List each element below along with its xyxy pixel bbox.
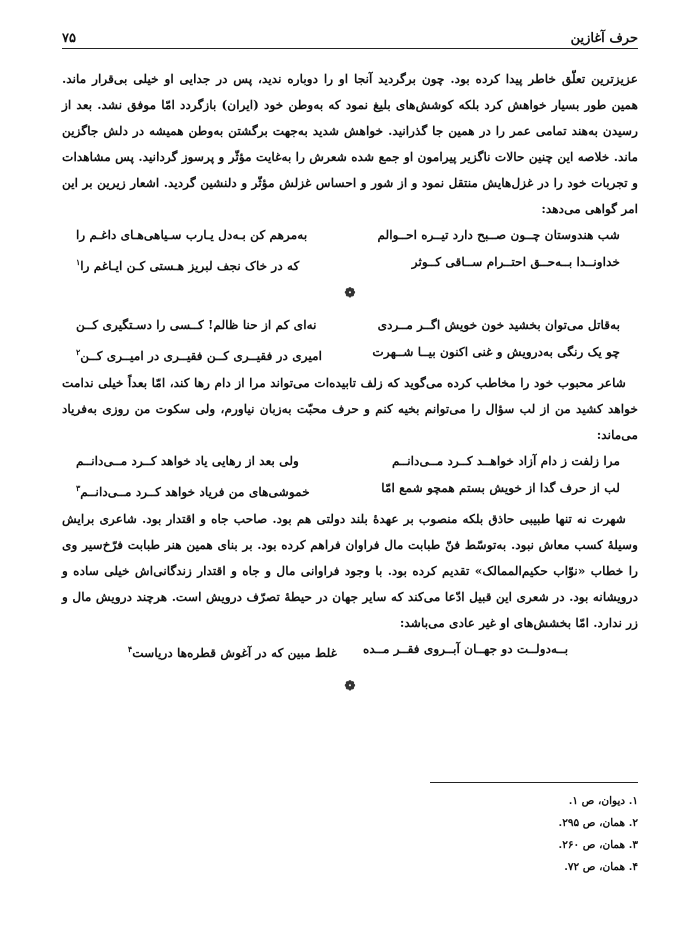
verse-block-1	[62, 222, 638, 280]
footnote-marker: ۱	[76, 257, 81, 267]
hemistich-right: لب از حرف گدا از خویش بستم همچو شمع امّا	[381, 481, 620, 496]
verse-line	[62, 339, 638, 370]
hemistich-right: شب هندوستان چــون صــبح دارد تیــره احــوالم	[377, 228, 620, 242]
hemistich-right: چو یک رنگی به‌درویش و غنی اکنون بیــا شــهرت	[372, 345, 620, 360]
page-number: ۷۵	[62, 31, 76, 46]
footnote-item: ۴. همان، ص ۷۲.	[564, 861, 638, 873]
hemistich-right: خداونــدا بــه‌حــق احتــرام ســاقی کــوثر	[411, 255, 620, 269]
running-header	[62, 22, 638, 46]
verse-line	[62, 475, 638, 506]
verse-line	[62, 448, 638, 475]
page-body	[62, 66, 638, 705]
hemistich-right: مرا زلفت ز دام آزاد خواهــد کــرد مــی‌دانــم	[392, 454, 620, 469]
hemistich-left: به‌مرهم کن بـه‌دل یـارب سـیاهی‌هـای داغـم را	[76, 228, 308, 242]
verse-block-2	[62, 312, 638, 370]
separator-ornament: ❁	[344, 679, 356, 695]
hemistich-left: غلط مبین که در آغوش قطره‌ها دریاست$^۴$	[127, 644, 338, 661]
paragraph-2: شاعر محبوب خود را مخاطب کرده می‌گوید که زلف تابیده‌ات می‌تواند مرا از دام رها کند، امّا بعداً خیلی ندامت خواهد کشید من از لب سؤال را می‌توانم بخیه کنم و حرف محبّت به‌زبان نیاورم، ولی سکوت من روزی به‌فریاد می‌ماند:	[62, 376, 638, 443]
hemistich-left: ولی بعد از رهایی یاد خواهد کــرد مــی‌دانــم	[76, 454, 299, 469]
footnote-item: ۳. همان، ص ۲۶۰.	[558, 839, 638, 851]
header-rule	[62, 48, 638, 49]
hemistich-right: بــه‌دولــت دو جهــان آبــروی فقــر مــده	[363, 642, 569, 657]
hemistich-right: به‌قاتل می‌توان بخشید خون خویش اگــر مــردی	[377, 318, 620, 333]
hemistich-left: امیری در فقیــری کــن فقیــری در امیــری کــن$^۲$	[76, 347, 323, 364]
footnote-item: ۲. همان، ص ۲۹۵.	[558, 817, 638, 829]
hemistich-left: که در خاک نجف لبریز هـستی کـن ایـاغم را$^۱$	[76, 257, 300, 274]
verse-line	[62, 222, 638, 249]
hemistich-left: خموشی‌های من فریاد خواهد کــرد مــی‌دانــم$^۳$	[76, 483, 310, 500]
verse-block-3	[62, 448, 638, 506]
footnote-item: ۱. دیوان، ص ۱.	[568, 795, 638, 807]
paragraph-1: عزیزترین تعلّق خاطر پیدا کرده بود. چون برگردید آنجا او را دوباره ندید، پس در جدایی او خیلی بی‌قرار ماند. همین طور بسیار خواهش کرد بلکه کوشش‌های بلیغ نمود که به‌وطن خود (ایران) بازگردد امّا موفق نشد. بعد از رسیدن به‌هند تمامی عمر را در همین جا گذرانید. خواهش شدید به‌جهت برگشتن به‌وطن همیشه در دلش جاگزین ماند. خلاصه این چنین حالات ناگزیر پیرامون او جمع شده شعرش را به‌غایت مؤثّر و پرسوز گردانید. پس مشاهدات و تجربات خود را در غزل‌هایش منتقل نمود و از شور و احساس غزلش مؤثّر و دلنشین گردید. اشعار زیرین بر این امر گواهی می‌دهد:	[62, 72, 638, 216]
verse-line	[62, 249, 638, 280]
hemistich-left: نه‌ای کم از حنا ظالم! کــسی را دسـتگیری کــن	[76, 318, 317, 333]
paragraph-3: شهرت نه تنها طبیبی حاذق بلکه منصوب بر عهدهٔ بلند دولتی هم بود. صاحب جاه و اقتدار بود. شاعری برایش وسیلهٔ کسب معاش نبود. به‌توسّط فنّ طبابت مال فراوان فراهم کرده بود. بر بنای همین هنر طبابت فرّخ‌سیر وی را خطاب «نوّاب حکیم‌الممالک» تقدیم کرده بود. با وجود فراوانی مال و جاه و اقتدار زندگانی‌اش خیلی ساده و درویشانه بود. در شعری این قبیل ادّعا می‌کند که سایر جهان در حیطهٔ تصرّف درویش است. هرچند درویش مال و زر ندارد. امّا بخشش‌های او غیر عادی می‌باشد:	[62, 512, 638, 631]
verse-line	[62, 636, 638, 667]
chapter-title: حرف آغازین	[570, 31, 638, 46]
verse-line	[62, 312, 638, 339]
footnote-marker: ۲	[76, 347, 81, 358]
footnote-marker: ۴	[127, 644, 133, 655]
footnotes	[338, 790, 638, 878]
verse-block-4	[62, 636, 638, 667]
footnote-rule	[430, 782, 638, 783]
separator-ornament: ❁	[344, 286, 356, 302]
footnote-marker: ۳	[76, 483, 81, 494]
